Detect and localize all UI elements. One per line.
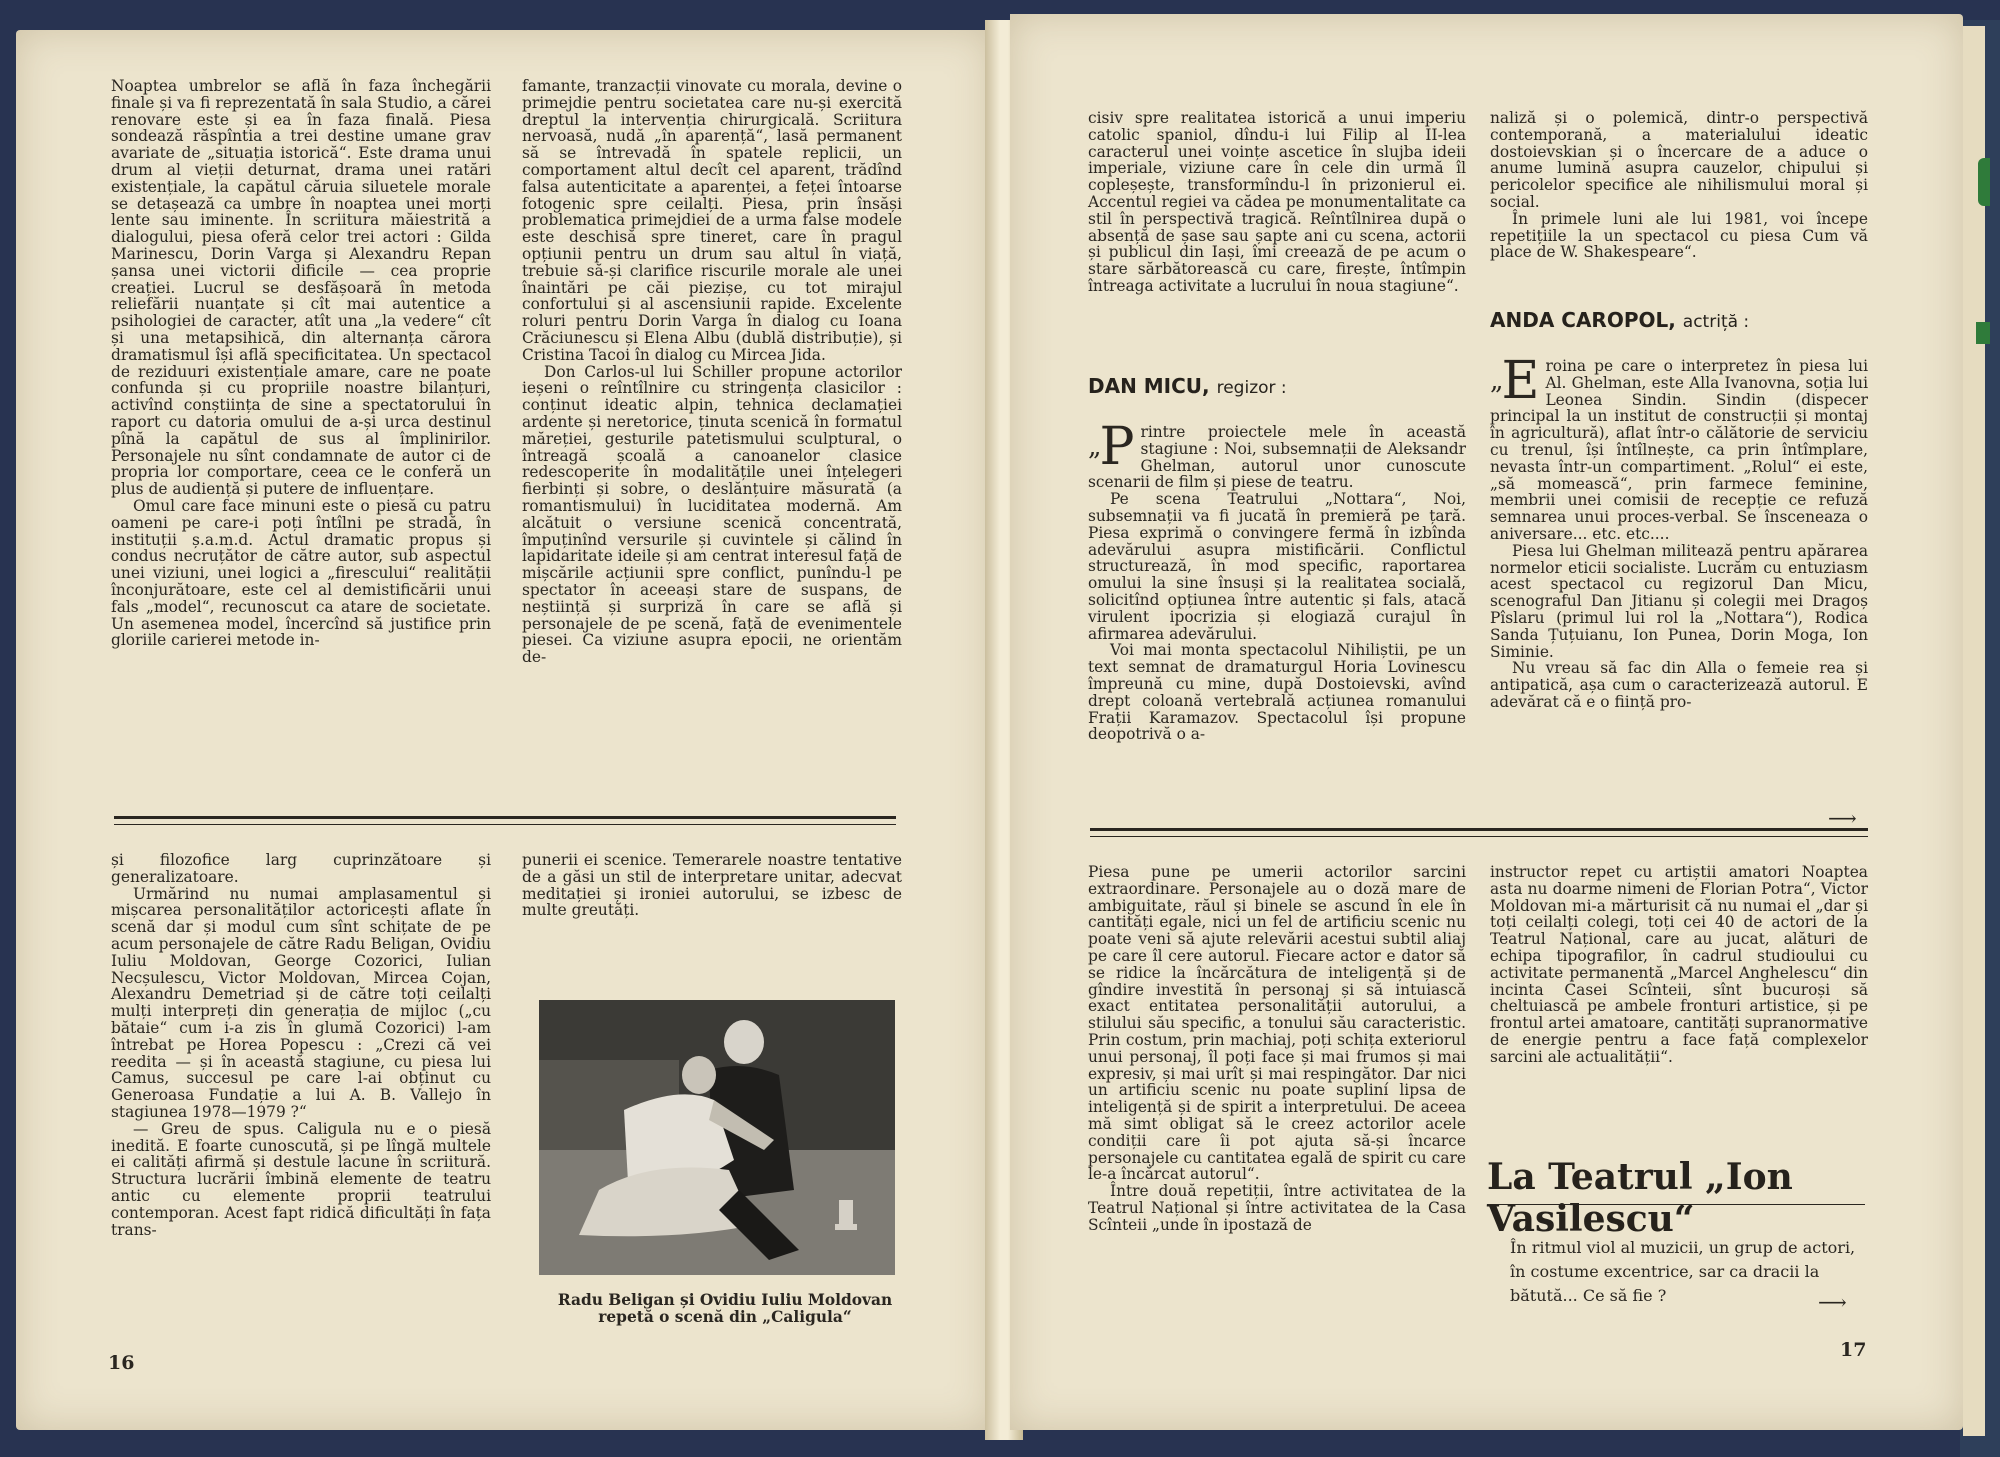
- paragraph: — Greu de spus. Caligula nu e o piesă inedită. E foarte cunoscută, și pe lîngă multele ei calități afirmă și destule lacune în scriitură. Structura lucrării îmbină elemente de teatru antic cu elemente proprii teatrului contemporan. Acest fapt ridică dificultăți în fața trans-: [111, 1119, 491, 1239]
- heading-role: regizor :: [1216, 378, 1287, 398]
- paragraph: Între două repetiții, între activitatea de la Teatrul Național și între activitatea de la Casa Scînteii „unde în ipostază de: [1088, 1182, 1466, 1234]
- right-bottom-column-2: [1490, 864, 1868, 1066]
- heading-role: actriță :: [1682, 312, 1750, 332]
- paragraph: și filozofice larg cuprinzătoare și generalizatoare.: [111, 851, 491, 886]
- left-top-column-2: [522, 78, 902, 666]
- paragraph: [1490, 351, 1868, 543]
- paragraph: naliză și o polemică, dintr-o perspectivă contemporană, a materialului ideatic dostoievskian și o încercare de a aduce o anume lumină asupra cauzelor, chipului și pericolelor specifice ale nihilismului moral și social.: [1490, 109, 1868, 211]
- page-stack-edge: [1963, 26, 1985, 1436]
- paragraph: Pe scena Teatrului „Nottara“, Noi, subsemnații va fi jucată în premieră pe țară. Piesa exprimă o convingere fermă în izbînda adevărului asupra mistificării. Conflictul structurează, în mod specific, raportarea omului la sine însuși și la realitatea socială, solicitînd opțiunea între autentic și fals, atacă virulent ipocrizia și elogiază curajul în afirmarea adevărului.: [1088, 490, 1466, 643]
- right-top-column-2-interview: [1490, 351, 1868, 711]
- paragraph: punerii ei scenice. Temerarele noastre tentative de a găsi un stil de interpretare unitar, adecvat meditației și ironiei autorului, se izbesc de multe greutăți.: [522, 851, 902, 920]
- green-tab-marker-small: [1976, 322, 1990, 344]
- green-tab-marker: [1978, 158, 1990, 206]
- section-divider: [114, 816, 896, 825]
- paragraph: [1088, 417, 1466, 492]
- right-bottom-column-1: [1088, 864, 1466, 1234]
- paragraph: Piesa pune pe umerii actorilor sarcini extraordinare. Personajele au o doză mare de ambiguitate, răul și binele se ascund în ele în cantități egale, nici un fel de artificiu scenic nu poate veni să ajute relevării acestui subtil aliaj pe care îl cere autorul. Fiecare actor e dator să se ridice la încărcătura de inteligență și de gîndire investită în personaj și să intuiască exact entitatea personalității autorului, a stilului său specific, a tonului său caracteristic. Prin costum, prin machiaj, poți schița exteriorul unui personaj, îl poți face și mai frumos și mai expresiv, și mai urît și mai respingător. Dar nici un artificiu scenic nu poate supliní lipsa de inteligență și de spirit a interpretului. De aceea mă simt obligat să le creez actorilor acele condiții care îi pot ajuta să-și încarce personajele cu cantitatea egală de spirit cu care le-a încărcat autorul“.: [1088, 863, 1466, 1184]
- drop-cap: E: [1501, 351, 1540, 411]
- photo-image: [539, 1000, 895, 1275]
- paragraph-text: rintre proiectele mele în această stagiune : Noi, subsemnații de Aleksandr Ghelman, autorul unor cunoscute scenarii de film și piese de teatru.: [1088, 423, 1466, 492]
- right-top-column-2: [1490, 110, 1868, 261]
- page-number: 16: [108, 1352, 135, 1374]
- section-title: La Teatrul „Ion Vasilescu“: [1487, 1156, 1793, 1240]
- drop-cap: P: [1099, 417, 1135, 477]
- paragraph: În ritmul viol al muzicii, un grup de actori, în costume excentrice, sar ca dracii la bătută... Ce să fie ?: [1510, 1238, 1856, 1305]
- left-page: [16, 30, 991, 1430]
- page-number: 17: [1840, 1339, 1867, 1361]
- rehearsal-photo: [539, 1000, 895, 1275]
- photo-caption: Radu Beligan și Ovidiu Iuliu Moldovan repetă o scenă din „Caligula“: [557, 1291, 893, 1326]
- paragraph: Don Carlos-ul lui Schiller propune actorilor ieșeni o reîntîlnire cu stringența clasicilor : conținut ideatic alpin, tehnica declamației ardente și neretorice, ținuta scenică în formatul măreției, gesturile patetismului sculptural, o întreagă școală a canoanelor clasice redescoperite în modalitățile unei înțelegeri fierbinți și sobre, o deslănțuire măsurată (a romantismului) în luciditatea modernă. Am alcătuit o versiune scenică concentrată, împuținînd versurile și cuvintele și călind în lapidaritate ideile și am centrat interesul față de mișcările acțiunii spre conflict, punîndu-l pe spectator în aceeași stare de suspans, de neștiință și surpriză în care se află și personajele de pe scenă, față de evenimentele piesei. Ca viziune asupra epocii, ne orientăm de-: [522, 362, 902, 667]
- left-bottom-column-2: [522, 852, 902, 919]
- paragraph-text: roina pe care o interpretez în piesa lui Al. Ghelman, este Alla Ivanovna, soția lui Leonea Sindin. Sindin (dispecer principal la un institut de construcții și montaj în agricultură), aflat într-o călătorie de serviciu cu trenul, își întîlnește, ca prin întîmplare, nevasta într-un compartiment. „Rolul“ ei este, „să momească“, prin farmece feminine, membrii unei comisii de recepție ce refuză semnarea unui proces-verbal. Se însceneaza o aniversare... etc. etc....: [1490, 357, 1868, 543]
- paragraph: Urmărind nu numai amplasamentul și mișcarea personalităților actoricești aflate în scenă dar și modul cum sînt schițate de pe acum personajele de către Radu Beligan, Ovidiu Iuliu Moldovan, George Cozorici, Iulian Necșulescu, Victor Moldovan, Mircea Cojan, Alexandru Demetriad și de către toți ceilalți mulți interpreți din generația de mijloc („cu bătaie“ cum i-a zis în glumă Cozorici) l-am întrebat pe Horea Popescu : „Crezi că vei reedita — și în această stagiune, cu piesa lui Camus, succesul pe care l-ai obținut cu Generoasa Fundație a lui A. B. Vallejo în stagiunea 1978—1979 ?“: [111, 884, 491, 1121]
- paragraph: În primele luni ale lui 1981, voi începe repetițiile la un spectacol cu piesa Cum vă place de W. Shakespeare“.: [1490, 209, 1868, 262]
- right-top-column-1-interview: [1088, 417, 1466, 744]
- paragraph: instructor repet cu artiștii amatori Noaptea asta nu doarme nimeni de Florian Potra“, Victor Moldovan mi-a mărturisit că nu numai el „dar și toți ceilalți colegi, toți cei 40 de actori de la Teatrul Național, care au jucat, alături de echipa tipografilor, în cadrul studioului cu activitate permanentă „Marcel Anghelescu“ din incinta Casei Scînteii, sînt bucuroși să cheltuiască pe ambele fronturi artistice, și pe frontul artei amatoare, cantități supranormative de energie pentru a face față complexelor sarcini ale actualității“.: [1490, 863, 1868, 1066]
- left-bottom-column-1: [111, 852, 491, 1238]
- continue-arrow-icon: ⟶: [1828, 806, 1857, 830]
- paragraph: Piesa lui Ghelman militează pentru apărarea normelor eticii socialiste. Lucrăm cu entuziasm acest spectacol cu regizorul Dan Micu, scenograful Dan Jitianu și colegii mei Dragoș Pîslaru (primul lui rol la „Nottara“), Rodica Sanda Țuțuianu, Ion Punea, Dorin Moga, Ion Siminie.: [1490, 541, 1868, 661]
- continue-arrow-icon: ⟶: [1818, 1290, 1847, 1314]
- paragraph: Nu vreau să fac din Alla o femeie rea și antipatică, așa cum o caracterizează autorul. E adevărat că e o ființă pro-: [1490, 659, 1868, 711]
- heading-name: DAN MICU,: [1088, 374, 1210, 398]
- section-intro: [1510, 1236, 1870, 1308]
- right-page: [1010, 14, 1963, 1430]
- paragraph: Omul care face minuni este o piesă cu patru oameni pe care-i poți întîlni pe stradă, în instituții ș.a.m.d. Actul dramatic propus și condus necruțător de către autor, sub aspectul unei viziuni, unei logici a „firescului“ realității înconjurătoare, este cel al demistificării unui fals „model“, recunoscut ca atare de societate. Un asemenea model, încercînd să justifice prin gloriile carierei metode in-: [111, 496, 491, 650]
- paragraph: Voi mai monta spectacolul Nihiliștii, pe un text semnat de dramaturgul Horia Lovinescu împreună cu mine, după Dostoievski, avînd drept coloană vertebrală acțiunea romanului Frații Karamazov. Spectacolul își propune deopotrivă o a-: [1088, 641, 1466, 744]
- right-top-column-1: [1088, 110, 1466, 295]
- open-quote: „: [1088, 432, 1102, 462]
- heading-name: ANDA CAROPOL,: [1490, 308, 1676, 332]
- paragraph: famante, tranzacții vinovate cu morala, devine o primejdie pentru societatea care nu-și exercită dreptul la intervenția chirurgicală. Scriitura nervoasă, nudă „în aparență“, lasă permanent să se întrevadă în spatele replicii, un comportament altul decît cel aparent, trădînd falsa autenticitate a aparenței, a feței întoarse fotogenic spre ceilalți. Piesa, prin însăși problematica primejdiei de a urma false modele este deschisă spre tineret, care în pragul opțiunii pentru un drum sau altul în viață, trebuie să-și clarifice riscurile morale ale unei înaintări pe căi piezișe, cu tot mirajul confortului și al ascensiunii rapide. Excelente roluri pentru Dorin Varga în dialog cu Ioana Crăciunescu și Elena Albu (dublă distribuție), și Cristina Tacoi în dialog cu Mircea Jida.: [522, 77, 902, 364]
- interview-heading-anda-caropol: [1490, 308, 1749, 332]
- paragraph: cisiv spre realitatea istorică a unui imperiu catolic spaniol, dîndu-i lui Filip al II-lea caracterul unei voințe ascetice în slujba ideii imperiale, viziune care în cele din urmă îl copleșește, transformîndu-l în prizonierul ei. Accentul regiei va cădea pe monumentalitate ca stil în perspectivă tragică. Reîntîlnirea după o absență de șase sau șapte ani cu scena, actorii și publicul din Iași, îmi creează de pe acum o stare sărbătorească cu care, firește, întîmpin întreaga activitate a lucrului în noua stagiune“.: [1088, 109, 1466, 295]
- section-divider: [1090, 828, 1868, 837]
- open-quote: „: [1490, 366, 1504, 396]
- left-top-column-1: [111, 78, 491, 649]
- interview-heading-dan-micu: [1088, 374, 1287, 398]
- title-underline: [1487, 1204, 1865, 1205]
- paragraph: Noaptea umbrelor se află în faza închegării finale și va fi reprezentată în sala Studio, a cărei renovare este și ea în faza finală. Piesa sondează răspîntia a trei destine umane grav avariate de „situația istorică“. Este drama unui drum al vieții deturnat, drama unei ratări existențiale, la capătul căruia siluetele morale se detașează ca umbre în noaptea unei morți lente sau iminente. În scriitura măiestrită a dialogului, piesa oferă celor trei actori : Gilda Marinescu, Dorin Varga și Alexandru Repan șansa unei victorii dificile — cea proprie creației. Lucrul se desfășoară în metoda reliefării nuanțate și cît mai autentice a psihologiei de caracter, atît una „la vedere“ cît și una metapsihică, din alternanța cărora dramatismul își află specificitatea. Un spectacol de reziduuri existențiale amare, care ne poate confunda și cu propriile noastre bilanțuri, activînd conștiința de sine a spectatorului în raport cu datoria omului de a-și urca destinul pînă la capătul de sus al împlinirilor. Personajele nu sînt condamnate de autor ci de propria lor comportare, ceea ce le conferă un plus de audiență și putere de influențare.: [111, 77, 491, 499]
